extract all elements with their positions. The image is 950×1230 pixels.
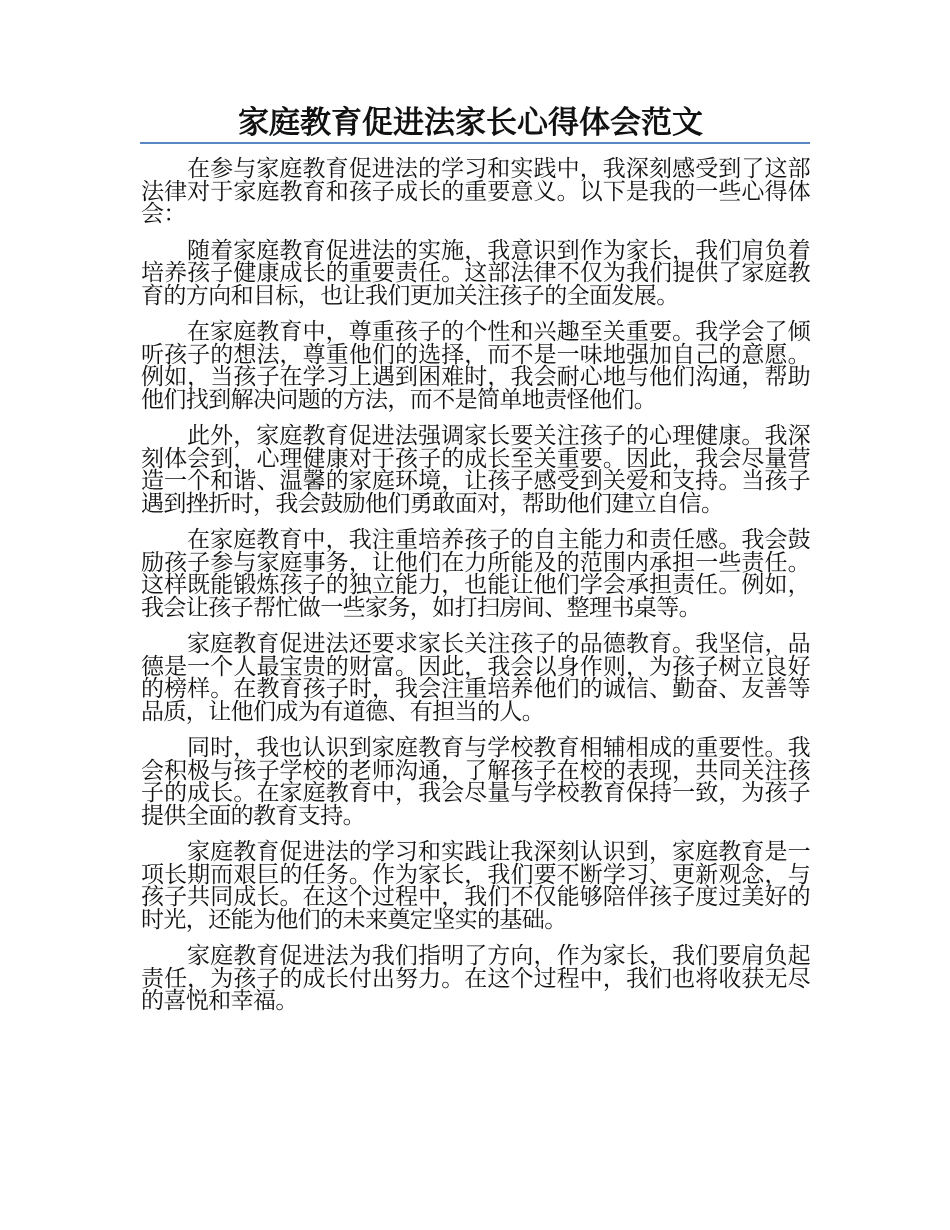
document-title: 家庭教育促进法家长心得体会范文 bbox=[238, 105, 703, 141]
document-body bbox=[141, 158, 810, 1027]
paragraph-2: 随着家庭教育促进法的实施，我意识到作为家长，我们肩负着培养孩子健康成长的重要责任。这部法律不仅为我们提供了家庭教育的方向和目标，也让我们更加关注孩子的全面发展。 bbox=[141, 237, 810, 309]
paragraph-3: 在家庭教育中，尊重孩子的个性和兴趣至关重要。我学会了倾听孩子的想法，尊重他们的选择，而不是一味地强加自己的意愿。例如，当孩子在学习上遇到困难时，我会耐心地与他们沟通，帮助他们找到解决问题的方法，而不是简单地责怪他们。 bbox=[141, 319, 810, 413]
paragraph-6: 家庭教育促进法还要求家长关注孩子的品德教育。我坚信，品德是一个人最宝贵的财富。因此，我会以身作则，为孩子树立良好的榜样。在教育孩子时，我会注重培养他们的诚信、勤奋、友善等品质，让他们成为有道德、有担当的人。 bbox=[141, 631, 810, 725]
paragraph-4: 此外，家庭教育促进法强调家长要关注孩子的心理健康。我深刻体会到，心理健康对于孩子的成长至关重要。因此，我会尽量营造一个和谐、温馨的家庭环境，让孩子感受到关爱和支持。当孩子遇到挫折时，我会鼓励他们勇敢面对，帮助他们建立自信。 bbox=[141, 423, 810, 517]
title-underline bbox=[140, 104, 810, 144]
paragraph-9: 家庭教育促进法为我们指明了方向，作为家长，我们要肩负起责任，为孩子的成长付出努力。在这个过程中，我们也将收获无尽的喜悦和幸福。 bbox=[141, 943, 810, 1014]
paragraph-8: 家庭教育促进法的学习和实践让我深刻认识到，家庭教育是一项长期而艰巨的任务。作为家长，我们要不断学习、更新观念，与孩子共同成长。在这个过程中，我们不仅能够陪伴孩子度过美好的时光，还能为他们的未来奠定坚实的基础。 bbox=[141, 839, 810, 933]
paragraph-1: 在参与家庭教育促进法的学习和实践中，我深刻感受到了这部法律对于家庭教育和孩子成长的重要意义。以下是我的一些心得体会： bbox=[141, 156, 810, 227]
paragraph-7: 同时，我也认识到家庭教育与学校教育相辅相成的重要性。我会积极与孩子学校的老师沟通，了解孩子在校的表现，共同关注孩子的成长。在家庭教育中，我会尽量与学校教育保持一致，为孩子提供全面的教育支持。 bbox=[141, 735, 810, 829]
paragraph-5: 在家庭教育中，我注重培养孩子的自主能力和责任感。我会鼓励孩子参与家庭事务，让他们在力所能及的范围内承担一些责任。这样既能锻炼孩子的独立能力，也能让他们学会承担责任。例如，我会让孩子帮忙做一些家务，如打扫房间、整理书桌等。 bbox=[141, 527, 810, 621]
